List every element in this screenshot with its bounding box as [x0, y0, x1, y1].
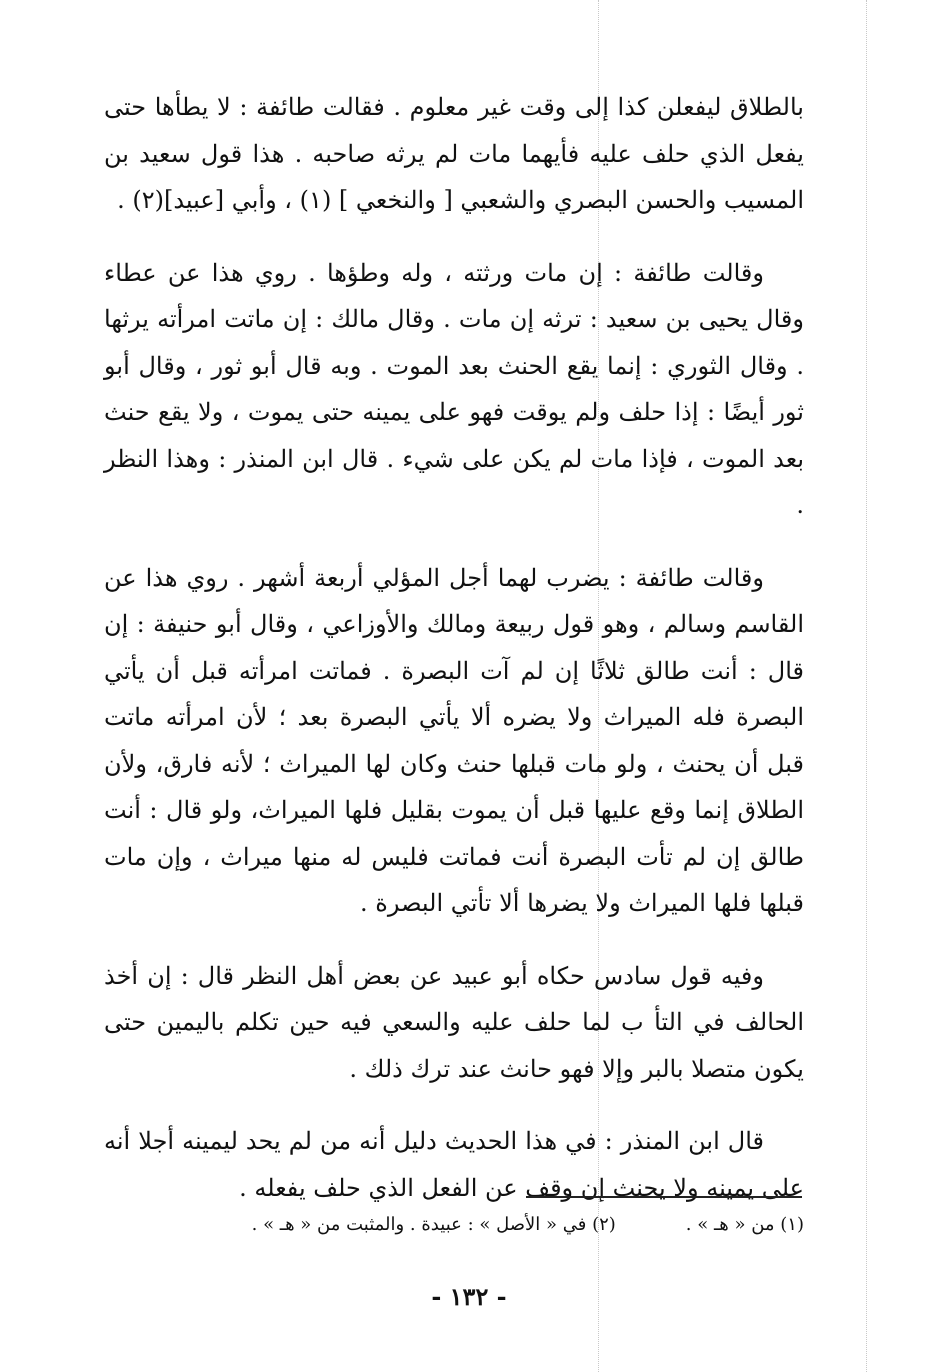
paragraph: بالطلاق ليفعلن كذا إلى وقت غير معلوم . فقالت طائفة : لا يطأها حتى يفعل الذي حلف عليه فأيهما مات لم يرثه صاحبه . هذا قول سعيد بن المسيب والحسن البصري والشعبي [ والنخعي ] (١) ، وأبي [عبيد](٢) .	[104, 93, 804, 214]
paragraph: وقالت طائفة : يضرب لهما أجل المؤلي أربعة أشهر . روي هذا عن القاسم وسالم ، وهو قول ربيعة ومالك والأوزاعي ، وقال أبو حنيفة : إن قال : أنت طالق ثلاثًا إن لم آت البصرة . فماتت امرأته قبل أن يأتي البصرة فله الميراث ولا يضره ألا يأتي البصرة بعد ؛ لأن امرأته ماتت قبل أن يحنث ، ولو مات قبلها حنث وكان لها الميراث ؛ لأنه فارق، ولأن الطلاق إنما وقع عليها قبل أن يموت بقليل فلها الميراث، ولو قال : أنت طالق إن لم تأت البصرة أنت فماتت فليس له منها ميراث ، وإن مات قبلها فلها الميراث ولا يضرها ألا تأتي البصرة .	[104, 563, 804, 917]
paragraph: قال ابن المنذر : في هذا الحديث دليل أنه من لم يحد ليمينه أجلا أنه على يمينه ولا يحنث إن وقف عن الفعل الذي حلف يفعله .	[104, 1127, 804, 1202]
scan-artifact-line	[866, 0, 867, 1372]
page-number: - ١٣٢ -	[431, 1282, 507, 1311]
footnote: (١) من « هـ » .	[685, 1214, 804, 1235]
footnotes	[104, 1212, 804, 1238]
footnote-divider	[526, 1196, 802, 1198]
footnote: (٢) في « الأصل » : عبيدة . والمثبت من « هـ » .	[251, 1214, 616, 1235]
paragraph: وقالت طائفة : إن مات ورثته ، وله وطؤها . روي هذا عن عطاء وقال يحيى بن سعيد : ترثه إن مات . وقال مالك : إن ماتت امرأته يرثها . وقال الثوري : إنما يقع الحنث بعد الموت . وبه قال أبو ثور ، وقال أبو ثور أيضًا : إذا حلف ولم يوقت فهو على يمينه حتى يموت ، ولا يقع حنث بعد الموت ، فإذا مات لم يكن على شيء . قال ابن المنذر : وهذا النظر .	[104, 258, 804, 519]
paragraph: وفيه قول سادس حكاه أبو عبيد عن بعض أهل النظر قال : إن أخذ الحالف في التأ ب لما حلف عليه والسعي فيه حين تكلم باليمين حتى يكون متصلا بالبر وإلا فهو حانث عند ترك ذلك .	[104, 961, 804, 1083]
main-text	[104, 84, 804, 1237]
